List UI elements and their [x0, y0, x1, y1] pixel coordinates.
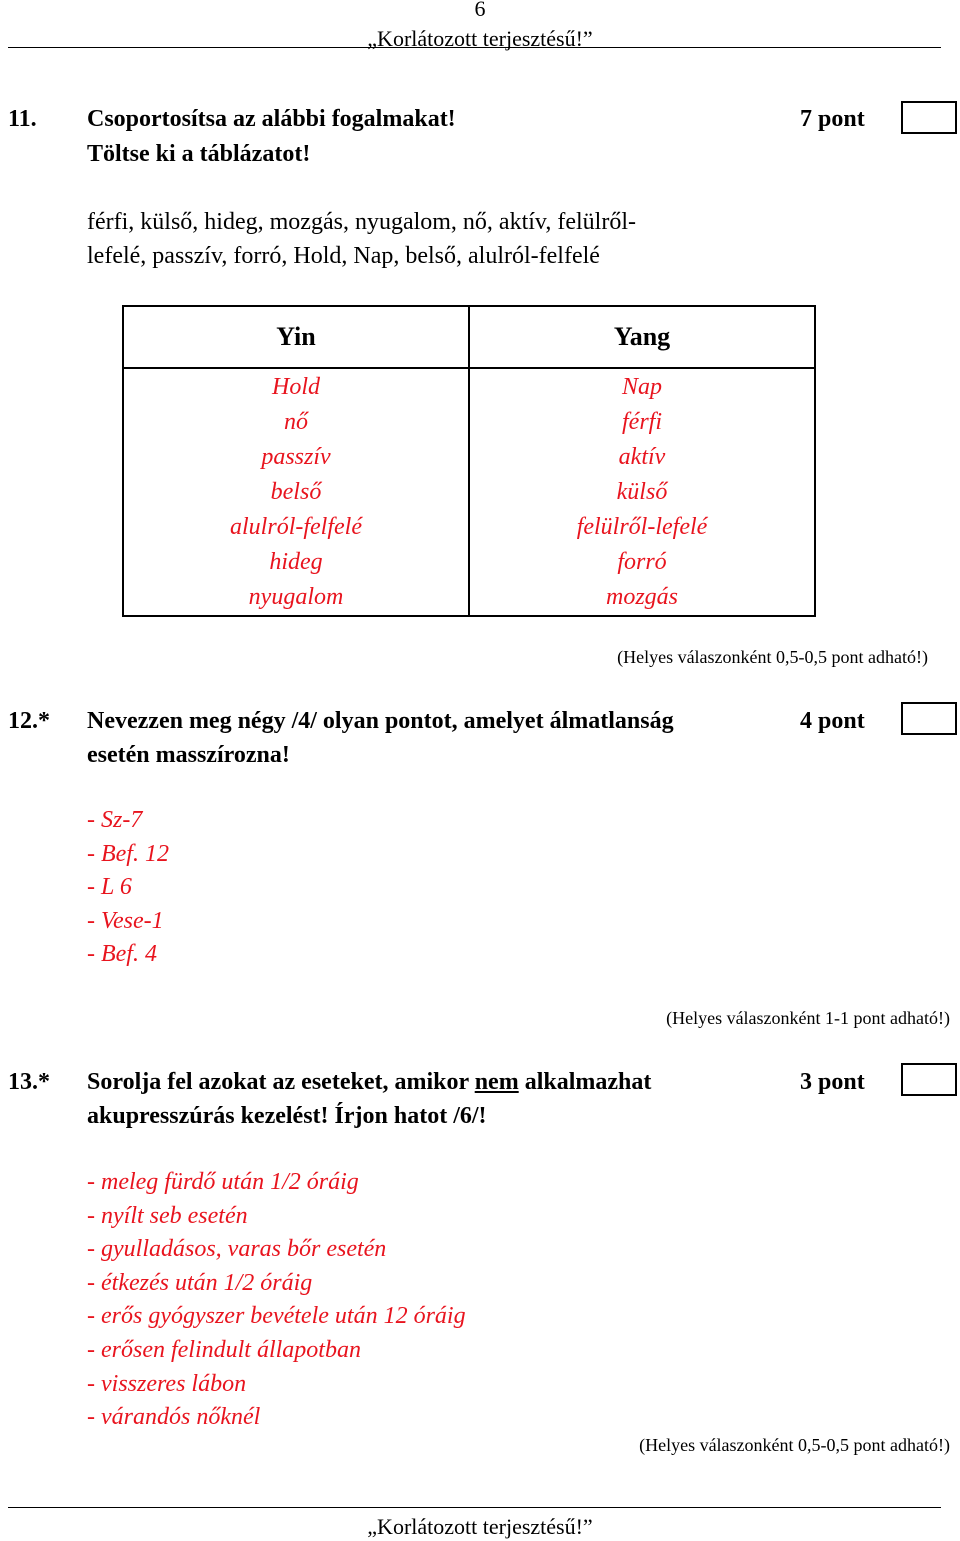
yang-column — [469, 368, 815, 616]
q11-score-box[interactable] — [901, 101, 957, 134]
yang-item: külső — [616, 479, 668, 505]
q11-line1: Csoportosítsa az alábbi fogalmakat! — [87, 106, 456, 132]
yang-header: Yang — [469, 306, 815, 368]
q11-points: 7 pont — [800, 106, 865, 132]
yin-yang-table — [122, 305, 816, 617]
q12-score-box[interactable] — [901, 702, 957, 735]
q13-line1-underlined: nem — [474, 1069, 519, 1095]
yin-item: passzív — [261, 444, 331, 470]
yin-item: Hold — [272, 374, 320, 400]
q12-points: 4 pont — [800, 708, 865, 734]
yin-header: Yin — [123, 306, 469, 368]
q13-answer-item: - meleg fürdő után 1/2 óráig — [87, 1169, 359, 1195]
yang-item: forró — [617, 549, 667, 575]
q12-answer-item: - Bef. 4 — [87, 941, 157, 968]
q13-line2: akupresszúrás kezelést! Írjon hatot /6/! — [87, 1103, 487, 1129]
q13-answer-item: - étkezés után 1/2 óráig — [87, 1269, 313, 1296]
q13-answer-item: - erős gyógyszer bevétele után 12 óráig — [87, 1303, 466, 1330]
q12-line2: esetén masszírozna! — [87, 742, 290, 768]
yang-item: Nap — [621, 374, 662, 400]
q13-score-box[interactable] — [901, 1063, 957, 1096]
header-rule — [8, 47, 941, 48]
yin-item: belső — [270, 479, 322, 505]
q11-terms-line2: lefelé, passzív, forró, Hold, Nap, belső, alulról-felfelé — [87, 243, 600, 269]
page-number: 6 — [474, 0, 486, 21]
yin-item: nyugalom — [248, 584, 344, 610]
yin-item: alulról-felfelé — [230, 514, 362, 540]
yin-column — [123, 368, 469, 616]
q11-scoring-note: (Helyes válaszonként 0,5-0,5 pont adható!) — [617, 647, 928, 667]
footer-rule — [8, 1507, 941, 1508]
header-notice: „Korlátozott terjesztésű!” — [367, 26, 593, 51]
q12-line1: Nevezzen meg négy /4/ olyan pontot, amelyet álmatlanság — [87, 708, 674, 734]
q12-number: 12.* — [8, 708, 50, 734]
q12-answer-item: - L 6 — [87, 874, 132, 901]
q13-line1 — [87, 1065, 787, 1099]
q13-answer-item: - erősen felindult állapotban — [87, 1336, 361, 1363]
q13-answer-item: - gyulladásos, varas bőr esetén — [87, 1236, 387, 1263]
q13-answer-item: - nyílt seb esetén — [87, 1202, 248, 1229]
q13-answer-item: - várandós nőknél — [87, 1404, 261, 1431]
q11-terms-line1: férfi, külső, hideg, mozgás, nyugalom, nő, aktív, felülről- — [87, 209, 636, 235]
q13-answer-item: - visszeres lábon — [87, 1370, 247, 1397]
yang-item: férfi — [622, 409, 662, 435]
q13-scoring-note: (Helyes válaszonként 0,5-0,5 pont adható!) — [639, 1435, 950, 1455]
yang-item: mozgás — [605, 584, 678, 610]
footer-notice: „Korlátozott terjesztésű!” — [367, 1514, 593, 1539]
q12-answer-list — [87, 804, 169, 972]
q12-scoring-note: (Helyes válaszonként 1-1 pont adható!) — [666, 1008, 950, 1028]
q13-line1-before: Sorolja fel azokat az eseteket, amikor — [87, 1069, 469, 1095]
q13-points: 3 pont — [800, 1069, 865, 1095]
yang-item: felülről-lefelé — [576, 514, 708, 540]
q11-number: 11. — [8, 106, 37, 132]
yin-item: nő — [284, 409, 308, 435]
q13-number: 13.* — [8, 1069, 50, 1095]
q12-answer-item: - Vese-1 — [87, 907, 164, 934]
q13-answer-list — [87, 1166, 466, 1435]
q11-line2: Töltse ki a táblázatot! — [87, 141, 311, 167]
q13-line1-after: alkalmazhat — [524, 1069, 652, 1095]
q12-answer-item: - Sz-7 — [87, 807, 143, 833]
yin-item: hideg — [269, 549, 323, 575]
q12-answer-item: - Bef. 12 — [87, 840, 169, 867]
yang-item: aktív — [618, 444, 666, 470]
